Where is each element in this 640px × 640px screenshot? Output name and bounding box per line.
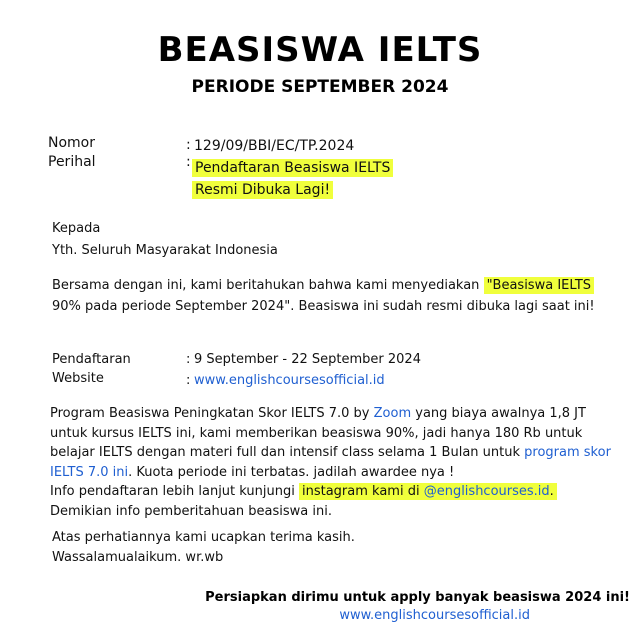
instagram-handle-link[interactable]: @englishcourses.id <box>423 484 550 500</box>
page-title: BEASISWA IELTS <box>157 30 483 70</box>
perihal-label: Perihal <box>48 154 96 170</box>
info-highlight-text: instagram kami di <box>301 484 424 500</box>
website-label: Website <box>52 371 104 386</box>
nomor-separator: : <box>186 137 191 153</box>
program-paragraph <box>50 404 620 522</box>
pendaftaran-separator: : <box>186 352 191 367</box>
closing-info: Demikian info pemberitahuan beasiswa ini. <box>50 503 332 519</box>
intro-line-2: 90% pada periode September 2024". Beasiswa ini sudah resmi dibuka lagi saat ini! <box>52 299 595 314</box>
page-subtitle: PERIODE SEPTEMBER 2024 <box>191 77 449 97</box>
nomor-label: Nomor <box>48 135 95 151</box>
kepada-label: Kepada <box>52 221 101 236</box>
intro-text: Bersama dengan ini, kami beritahukan bahwa kami menyediakan <box>52 278 484 293</box>
thanks-text: Atas perhatiannya kami ucapkan terima kasih. <box>52 530 355 545</box>
intro-line-1 <box>52 276 594 296</box>
intro-highlight: "Beasiswa IELTS <box>484 277 594 294</box>
footer-url-link[interactable]: www.englishcoursesofficial.id <box>339 608 530 623</box>
perihal-separator: : <box>186 154 191 170</box>
perihal-highlight-1: Pendaftaran Beasiswa IELTS <box>192 159 393 177</box>
website-separator: : <box>186 373 191 388</box>
perihal-line-1 <box>192 160 393 176</box>
website-link[interactable]: www.englishcoursesofficial.id <box>194 373 385 388</box>
recipient: Yth. Seluruh Masyarakat Indonesia <box>52 243 278 258</box>
program-text-3: . Kuota periode ini terbatas. jadilah awardee nya ! <box>128 464 455 480</box>
program-text-1: Program Beasiswa Peningkatan Skor IELTS 7.0 by <box>50 406 374 421</box>
perihal-highlight-2: Resmi Dibuka Lagi! <box>192 181 333 199</box>
perihal-line-2 <box>192 182 333 198</box>
info-prefix: Info pendaftaran lebih lanjut kunjungi <box>50 484 299 500</box>
pendaftaran-value: 9 September - 22 September 2024 <box>194 352 421 367</box>
info-dot: . <box>549 484 554 500</box>
pendaftaran-label: Pendaftaran <box>52 352 131 367</box>
salam-text: Wassalamualaikum. wr.wb <box>52 550 224 565</box>
program-link[interactable]: program skor IELTS 7.0 ini <box>50 445 611 480</box>
footer-cta: Persiapkan dirimu untuk apply banyak beasiswa 2024 ini! <box>205 590 630 605</box>
zoom-link[interactable]: Zoom <box>373 406 412 421</box>
nomor-value: 129/09/BBI/EC/TP.2024 <box>194 138 355 154</box>
info-highlight <box>299 483 557 500</box>
program-text-2: yang biaya awalnya 1,8 JT untuk kursus IELTS ini, kami memberikan beasiswa 90%, jadi hanya 180 Rb untuk belajar IELTS dengan materi full dan intensif class selama 1 Bulan untuk <box>50 406 586 461</box>
